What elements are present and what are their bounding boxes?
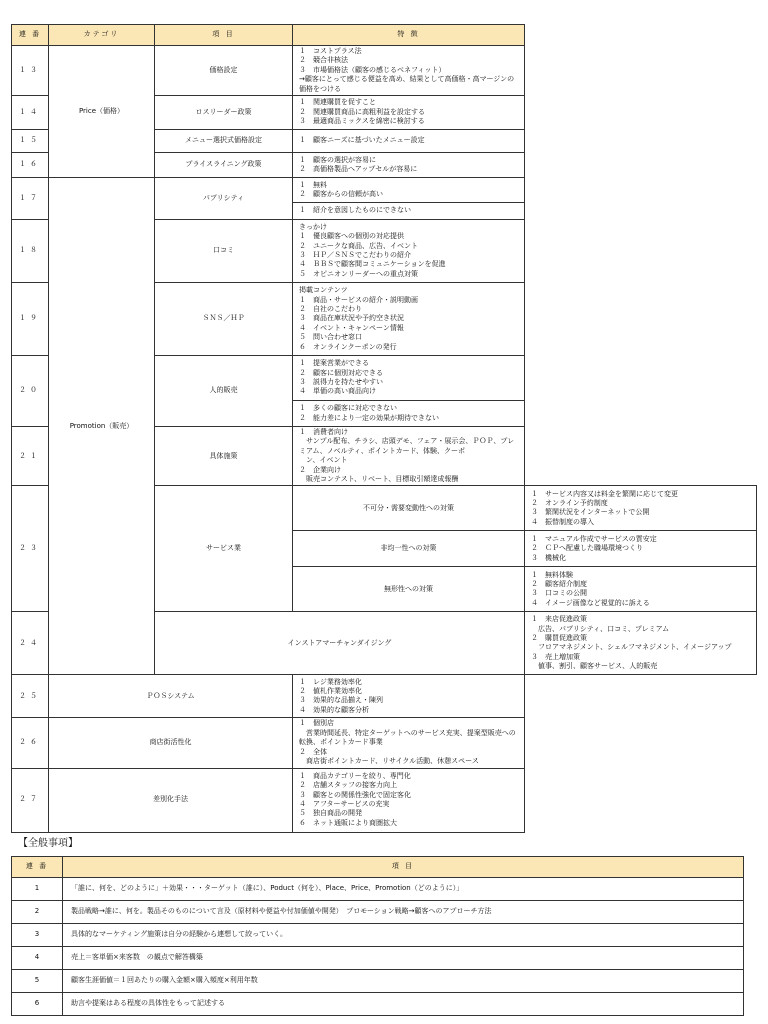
row-number: １８ [12,220,49,283]
feature-line: ２ 顧客紹介制度 [531,580,587,589]
feature-line: ３ 効果的な品揃え・陳列 [299,696,383,705]
table-row [12,970,744,993]
general-header-item: 項 目 [63,857,744,878]
feature-line: １ 無料体験 [531,570,573,579]
item-label: インストアマーチャンダイジング [155,612,525,675]
feature-line: ６ オンラインクーポンの発行 [299,342,397,351]
feature-line: ２ 値札作業効率化 [299,687,362,696]
feature-line: １ マニュアル作成でサービスの質安定 [531,534,657,543]
feature-line: ２ オンライン予約制度 [531,499,608,508]
feature-line: ４ イベント・キャンペーン情報 [299,323,404,332]
feature-line: １ レジ業務効率化 [299,677,362,686]
row-number: 1 [12,878,63,901]
general-item-text: 助言や提案はある程度の具体性をもって記述する [63,993,744,1016]
feature-line: 営業時間延長、特定ターゲットへのサービス充実、提案型販売への転換、ポイントカード事業 [299,728,516,747]
feature-line: ３ 市場価格法（顧客の感じるベネフィット） [299,65,446,74]
feature-line: ３ 口コミの公開 [531,589,587,598]
item-label: プライスライニング政策 [155,153,293,178]
table-row [12,947,744,970]
item-label: 不可分・需要変動性への対策 [293,486,525,531]
feature-line: ２ 関連購買商品に高粗利益を設定する [299,107,425,116]
item-label: 人的販売 [155,356,293,427]
feature-cell [293,768,525,832]
feature-line: １ 商品カテゴリーを絞り、専門化 [299,771,411,780]
row-number: 2 [12,901,63,924]
category-promotion: Promotion（販売） [49,178,155,675]
feature-line: ４ 振替制度の導入 [531,517,594,526]
feature-line: ５ オピニオンリーダーへの重点対策 [299,269,418,278]
feature-cell [293,178,525,203]
table-row [12,178,757,203]
feature-cell [293,401,525,427]
feature-cell [293,356,525,401]
feature-line: ３ 顧客との関係性強化で固定客化 [299,790,411,799]
feature-line: 販売コンテスト、リベート、目標取引額達成報酬 [299,475,459,484]
feature-line: ２ 店舗スタッフの接客力向上 [299,781,397,790]
general-item-text: 具体的なマーケティング施策は自分の経験から連想して絞っていく。 [63,924,744,947]
feature-cell [293,718,525,768]
feature-cell [525,486,757,531]
feature-cell [525,612,757,675]
item-label: 差別化手法 [49,768,293,832]
feature-line: １ 関連購買を促すこと [299,98,376,107]
header-no: 連 番 [12,25,49,46]
feature-line: １ 消費者向け [299,428,348,437]
item-label: 具体施策 [155,427,293,486]
feature-line: ３ 説得力を持たせやすい [299,378,383,387]
row-number: １４ [12,96,49,130]
feature-line: １ 商品・サービスの紹介・説明動画 [299,295,418,304]
feature-line: サンプル配布、チラシ、店頭デモ、フェア・展示会、ＰＯＰ、プレミアム、ノベルティ、ポイントカード、体験、クーポ [299,437,515,455]
row-number: ２１ [12,427,49,486]
item-label: メニュー選択式価格設定 [155,130,293,153]
feature-line: １ 個別店 [299,719,334,728]
feature-line: ４ 単価の高い商品向け [299,387,376,396]
table-row [12,675,757,718]
row-number: 3 [12,924,63,947]
feature-line: ４ アフターサービスの充実 [299,800,390,808]
table-row [12,878,744,901]
feature-line: １ 優良顧客への個別の対応提供 [299,232,404,241]
feature-cell [525,567,757,612]
feature-line: ２ 能力差により一定の効果が期待できない [299,413,439,422]
feature-line: きっかけ [299,222,327,231]
item-label: パブリシティ [155,178,293,220]
row-number: １６ [12,153,49,178]
feature-line: ４ イメージ画像など視覚的に訴える [531,598,650,607]
row-number: ２４ [12,612,49,675]
feature-line: ５ 独自商品の開発 [299,809,362,818]
general-item-text: 顧客生涯価値＝１回あたりの購入金額×購入頻度×利用年数 [63,970,744,993]
feature-line: １ 無料 [299,180,327,189]
feature-line: 掲載コンテンツ [299,286,348,295]
item-label: ＳＮＳ／ＨＰ [155,283,293,356]
feature-line: →顧客にとって感じる便益を高め、結果として高価格・高マージンの価格をつける [299,75,515,93]
header-feature: 特 徴 [293,25,525,46]
row-number: ２０ [12,356,49,427]
feature-cell [293,46,525,96]
feature-line: フロアマネジメント、シェルフマネジメント、イメージアップ [531,643,732,652]
table-row [12,924,744,947]
feature-line: 広告、パブリシティ、口コミ、プレミアム [531,624,670,633]
general-section-title: 【全般事項】 [18,838,78,849]
general-table-header [12,857,744,878]
feature-line: ３ 売上増加策 [531,652,580,661]
feature-line: ２ ユニークな商品、広告、イベント [299,241,418,250]
row-number: １５ [12,130,49,153]
feature-line: １ 顧客ニーズに基づいたメニュー設定 [299,136,425,145]
feature-line: １ 顧客の選択が容易に [299,155,376,164]
feature-line: ３ 商品在庫状況や予約空き状況 [299,314,404,323]
item-label: 無形性への対策 [293,567,525,612]
feature-cell [293,220,525,283]
feature-line: ３ ＨＰ／ＳＮＳでこだわりの紹介 [299,251,411,260]
item-label: 非均一性への対策 [293,531,525,567]
feature-line: ２ 購買促進政策 [531,634,587,643]
feature-line: １ サービス内容又は料金を繁閑に応じて変更 [531,489,678,498]
feature-line: ２ 企業向け [299,465,341,474]
feature-line: ３ 機械化 [531,553,566,562]
general-header-no: 連 番 [12,857,63,878]
feature-cell [525,531,757,567]
feature-line: １ 紹介を意図したものにできない [299,206,411,215]
feature-line: ２ 自社のこだわり [299,304,362,313]
main-table [11,24,757,833]
feature-line: １ 多くの顧客に対応できない [299,404,397,413]
feature-line: ４ 効果的な顧客分析 [299,705,369,714]
item-label: 価格設定 [155,46,293,96]
feature-cell [293,427,525,486]
row-number: １９ [12,283,49,356]
feature-line: ン、イベント [299,456,348,465]
feature-line: 値事、割引、顧客サービス、人的販売 [531,662,658,671]
general-item-text: 売上＝客単価×来客数 の観点で解答構築 [63,947,744,970]
feature-line: ３ 繁閑状況をインターネットで公開 [531,508,650,517]
table-row [12,901,744,924]
feature-line: ２ 顧客からの信頼が高い [299,190,383,199]
feature-line: ５ 問い合わせ窓口 [299,333,362,342]
feature-cell [293,96,525,130]
header-item: 項 目 [155,25,293,46]
row-number: ２３ [12,486,49,612]
feature-line: １ 来店促進政策 [531,615,587,624]
feature-line: ６ ネット通販により商圏拡大 [299,818,397,827]
item-label: ＰＯＳシステム [49,675,293,718]
feature-line: １ コストプラス法 [299,47,362,55]
feature-cell [293,675,525,718]
general-table [11,856,744,1016]
table-row [12,768,757,832]
row-number: 4 [12,947,63,970]
feature-cell [293,153,525,178]
feature-cell [293,130,525,153]
row-number: ２６ [12,718,49,768]
feature-line: ２ 競合非核法 [299,56,348,65]
feature-line: ４ ＢＢＳで顧客間コミュニケーションを促進 [299,260,446,269]
row-number: ２５ [12,675,49,718]
header-category: カテゴリ [49,25,155,46]
category-service: サービス業 [155,486,293,612]
general-item-text: 「誰に、何を、どのように」＋効果・・・ターゲット（誰に）、Poduct（何を）、Place、Price、Promotion（どのように）」 [63,878,744,901]
row-number: ２７ [12,768,49,832]
feature-line: ２ ＣＰへ配慮した職場環境つくり [531,544,643,553]
table-row [12,993,744,1016]
table-row [12,46,757,96]
table-row [12,718,757,768]
feature-line: ２ 顧客に個別対応できる [299,368,383,377]
feature-line: 商店街ポイントカード、リサイクル活動、休憩スペース [299,757,479,766]
feature-cell [293,203,525,220]
general-item-text: 製品戦略→誰に、何を。製品そのものについて言及（原材料や便益や付加価値や開発） プロモーション戦略→顧客へのアプローチ方法 [63,901,744,924]
feature-line: ２ 高価格製品へアップセルが容易に [299,165,418,174]
item-label: ロスリーダー政策 [155,96,293,130]
feature-cell [293,283,525,356]
item-label: 商店街活性化 [49,718,293,768]
row-number: １７ [12,178,49,220]
feature-line: １ 提案営業ができる [299,359,369,368]
row-number: １３ [12,46,49,96]
row-number: 6 [12,993,63,1016]
category-price: Price（価格） [49,46,155,178]
feature-line: ２ 全体 [299,747,327,756]
row-number: 5 [12,970,63,993]
item-label: 口コミ [155,220,293,283]
feature-line: ３ 最適商品ミックスを綿密に検討する [299,117,425,126]
main-table-header [12,25,757,46]
